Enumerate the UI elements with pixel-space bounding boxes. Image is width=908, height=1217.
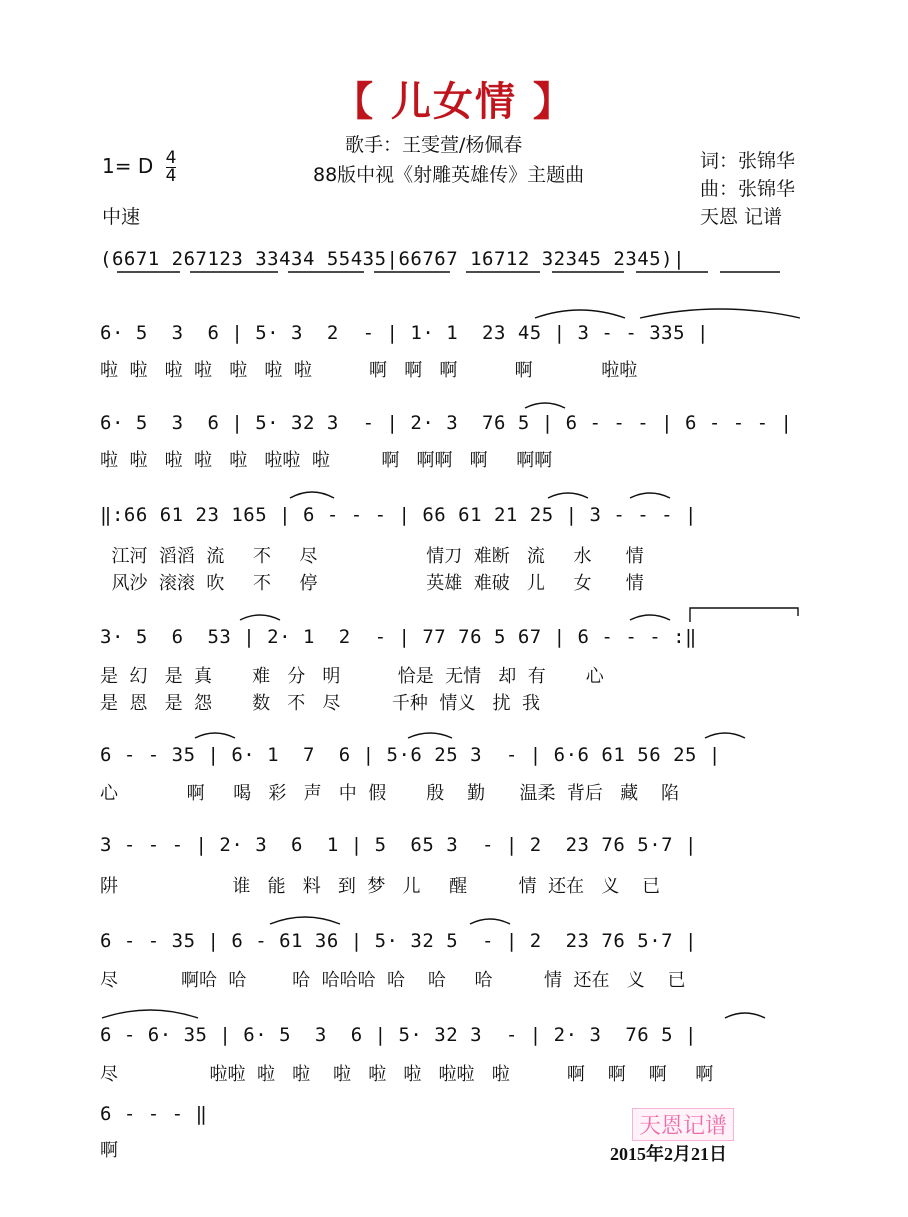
date-label: 2015年2月21日 [610, 1144, 727, 1164]
transcriber-credit: 天恩 记谱 [700, 206, 783, 228]
lyrics-row-1: 啦 啦 啦 啦 啦 啦 啦 啊 啊 啊 啊 啦啦 [100, 360, 638, 381]
notation-row-1: 6· 5 3 6 | 5· 3 2 - | 1· 1 23 45 | 3 - - 335 | [100, 322, 709, 344]
slur-arc [548, 493, 588, 498]
notation-row-7: 6 - - 35 | 6 - 61 36 | 5· 32 5 - | 2 23 76 5·7 | [100, 930, 697, 952]
key-label: 1= D [102, 154, 154, 178]
slur-arc [290, 492, 334, 498]
song-title: 【 儿女情 】 [333, 79, 575, 125]
notation-row-4: 3· 5 6 53 | 2· 1 2 - | 77 76 5 67 | 6 - - - :‖ [100, 626, 697, 648]
time-top: 4 [165, 148, 177, 168]
singer-credit: 歌手：王雯萱/杨佩春 [345, 134, 523, 156]
lyrics-row-5: 心 啊 喝 彩 声 中 假 殷 勤 温柔 背后 藏 陷 [100, 783, 679, 804]
slur-arc [535, 310, 625, 318]
tempo-marking: 中速 [102, 206, 141, 228]
notation-row-6: 3 - - - | 2· 3 6 1 | 5 65 3 - | 2 23 76 5·7 | [100, 834, 697, 856]
lyrics-row-4-verse-1: 是 幻 是 真 难 分 明 恰是 无情 却 有 心 [100, 666, 604, 687]
slur-arc [270, 917, 340, 924]
time-bottom: 4 [165, 166, 177, 186]
lyrics-row-3-verse-1: 江河 滔滔 流 不 尽 情刀 难断 流 水 情 [100, 546, 644, 567]
lyrics-row-7: 尽 啊哈 哈 哈 哈哈哈 哈 哈 哈 情 还在 义 已 [100, 970, 686, 991]
composer-credit: 曲：张锦华 [700, 178, 796, 200]
lyrics-row-4-verse-2: 是 恩 是 怨 数 不 尽 千种 情义 扰 我 [100, 693, 540, 714]
slur-arc [470, 919, 510, 924]
lyrics-row-9: 啊 [100, 1140, 118, 1161]
slur-arc [630, 615, 670, 620]
subtitle: 88版中视《射雕英雄传》主题曲 [313, 164, 585, 186]
slur-arc [725, 1013, 765, 1018]
slur-arc [195, 733, 235, 738]
lyrics-row-8: 尽 啦啦 啦 啦 啦 啦 啦 啦啦 啦 啊 啊 啊 啊 [100, 1064, 714, 1085]
notation-row-3: ‖:66 61 23 165 | 6 - - - | 66 61 21 25 | 3 - - - | [100, 504, 697, 526]
notation-row-9: 6 - - - ‖ [100, 1103, 208, 1125]
notation-row-8: 6 - 6· 35 | 6· 5 3 6 | 5· 32 3 - | 2· 3 76 5 | [100, 1024, 697, 1046]
volta-bracket [690, 608, 798, 622]
lyrics-row-6: 阱 谁 能 料 到 梦 儿 醒 情 还在 义 已 [100, 876, 661, 897]
slur-arc [408, 733, 452, 738]
lyrics-row-3-verse-2: 风沙 滚滚 吹 不 停 英雄 难破 儿 女 情 [100, 573, 644, 594]
notation-row-2: 6· 5 3 6 | 5· 32 3 - | 2· 3 76 5 | 6 - - - | 6 - - - | [100, 412, 793, 434]
slur-arc [102, 1010, 198, 1018]
slur-arc [640, 309, 800, 318]
slur-arc [705, 733, 745, 738]
transcriber-stamp: 天恩记谱 [632, 1108, 734, 1141]
notation-row-5: 6 - - 35 | 6· 1 7 6 | 5·6 25 3 - | 6·6 61 56 25 | [100, 744, 721, 766]
lyrics-row-2: 啦 啦 啦 啦 啦 啦啦 啦 啊 啊啊 啊 啊啊 [100, 450, 553, 471]
slur-arc [240, 615, 280, 620]
notation-row-intro: (6671 267123 33434 55435|66767 16712 32345 2345)| [100, 248, 686, 270]
slur-arc [525, 403, 565, 408]
lyricist-credit: 词：张锦华 [700, 150, 796, 172]
slur-arc [630, 493, 670, 498]
